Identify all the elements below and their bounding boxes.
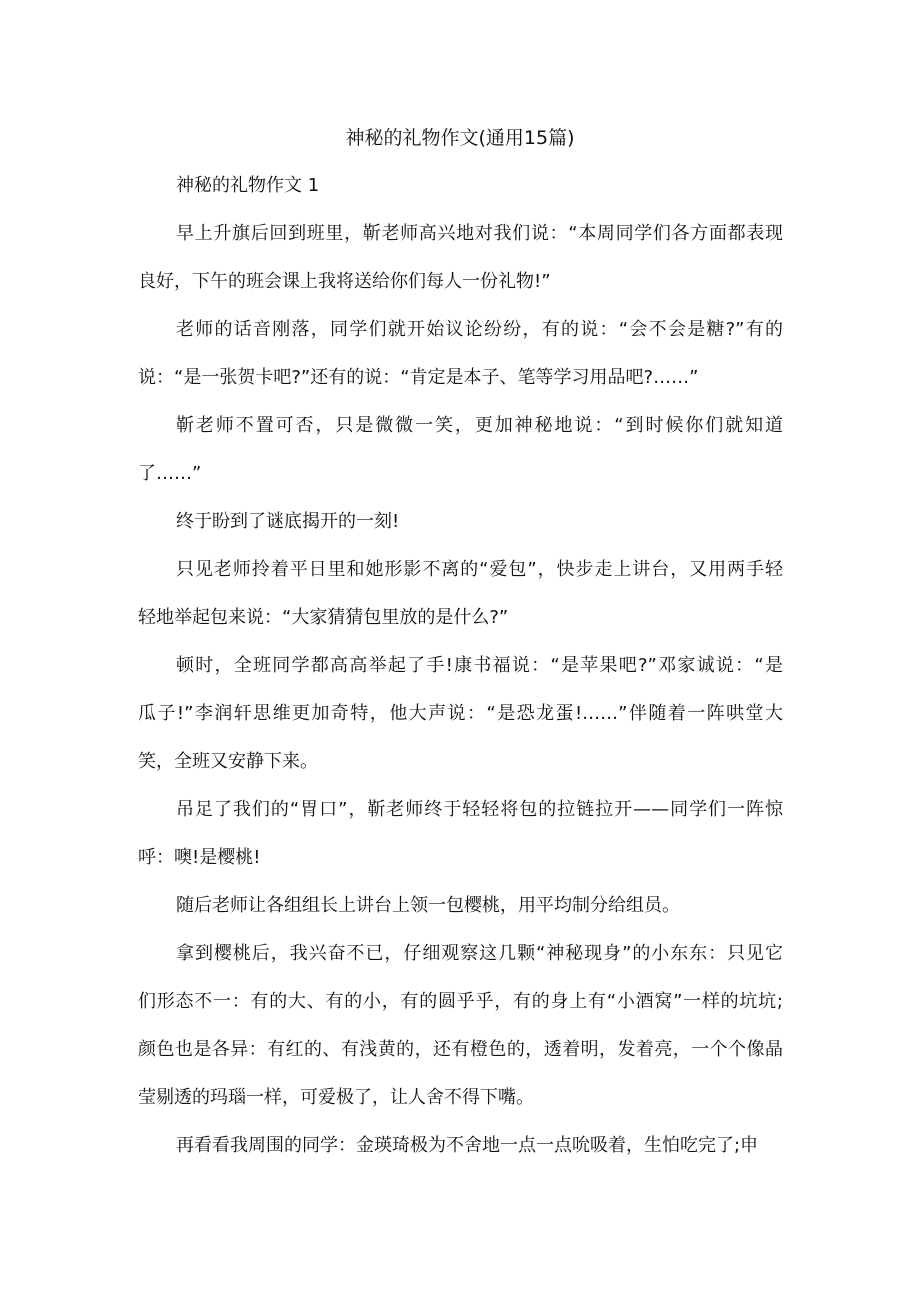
- paragraph-line: 呼：噢!是樱桃!: [138, 847, 261, 868]
- section-heading: 神秘的礼物作文 1: [176, 175, 320, 196]
- document-body: [138, 162, 783, 1170]
- paragraph-line: 瓜子!”李润轩思维更加奇特，他大声说：“是恐龙蛋!……”伴随着一阵哄堂大: [138, 703, 783, 724]
- paragraph-line: 颜色也是各异：有红的、有浅黄的，还有橙色的，透着明，发着亮，一个个像晶: [138, 1039, 783, 1060]
- paragraph-line: 拿到樱桃后，我兴奋不已，仔细观察这几颗“神秘现身”的小东东：只见它: [176, 943, 783, 964]
- paragraph-line: 莹剔透的玛瑙一样，可爱极了，让人舍不得下嘴。: [138, 1087, 534, 1108]
- paragraph-line: 轻地举起包来说：“大家猜猜包里放的是什么?”: [138, 607, 509, 628]
- paragraph: [138, 1122, 783, 1170]
- paragraph-line: 们形态不一：有的大、有的小，有的圆乎乎，有的身上有“小酒窝”一样的坑坑;: [138, 991, 783, 1012]
- paragraph-line: 说：“是一张贺卡吧?”还有的说：“肯定是本子、笔等学习用品吧?……”: [138, 367, 699, 388]
- paragraph-line: 随后老师让各组组长上讲台上领一包樱桃，用平均制分给组员。: [176, 895, 680, 916]
- paragraph: [138, 498, 783, 546]
- paragraph: [138, 882, 783, 930]
- paragraph-line: 良好，下午的班会课上我将送给你们每人一份礼物!”: [138, 271, 551, 292]
- paragraph-line: 终于盼到了谜底揭开的一刻!: [176, 511, 400, 532]
- paragraph-line: 顿时，全班同学都高高举起了手!康书福说：“是苹果吧?”邓家诚说：“是: [176, 655, 783, 676]
- paragraph-line: 再看看我周围的同学：金瑛琦极为不舍地一点一点吮吸着，生怕吃完了;申: [176, 1135, 759, 1156]
- paragraph-line: 了……”: [138, 463, 202, 484]
- paragraph-line: 笑，全班又安静下来。: [138, 751, 318, 772]
- paragraph: [138, 162, 783, 210]
- paragraph-line: 只见老师拎着平日里和她形影不离的“爱包”，快步走上讲台，又用两手轻: [176, 559, 783, 580]
- paragraph-line: 早上升旗后回到班里，靳老师高兴地对我们说：“本周同学们各方面都表现: [176, 223, 783, 244]
- paragraph: [138, 210, 783, 306]
- paragraph-line: 老师的话音刚落，同学们就开始议论纷纷，有的说：“会不会是糖?”有的: [176, 319, 783, 340]
- paragraph: [138, 402, 783, 498]
- paragraph: [138, 786, 783, 882]
- paragraph-line: 靳老师不置可否，只是微微一笑，更加神秘地说：“到时候你们就知道: [176, 415, 783, 436]
- paragraph-line: 吊足了我们的“胃口”，靳老师终于轻轻将包的拉链拉开——同学们一阵惊: [176, 799, 783, 820]
- document-title: 神秘的礼物作文(通用15篇): [345, 127, 575, 149]
- paragraph: [138, 546, 783, 642]
- paragraph: [138, 642, 783, 786]
- paragraph: [138, 306, 783, 402]
- paragraph: [138, 930, 783, 1122]
